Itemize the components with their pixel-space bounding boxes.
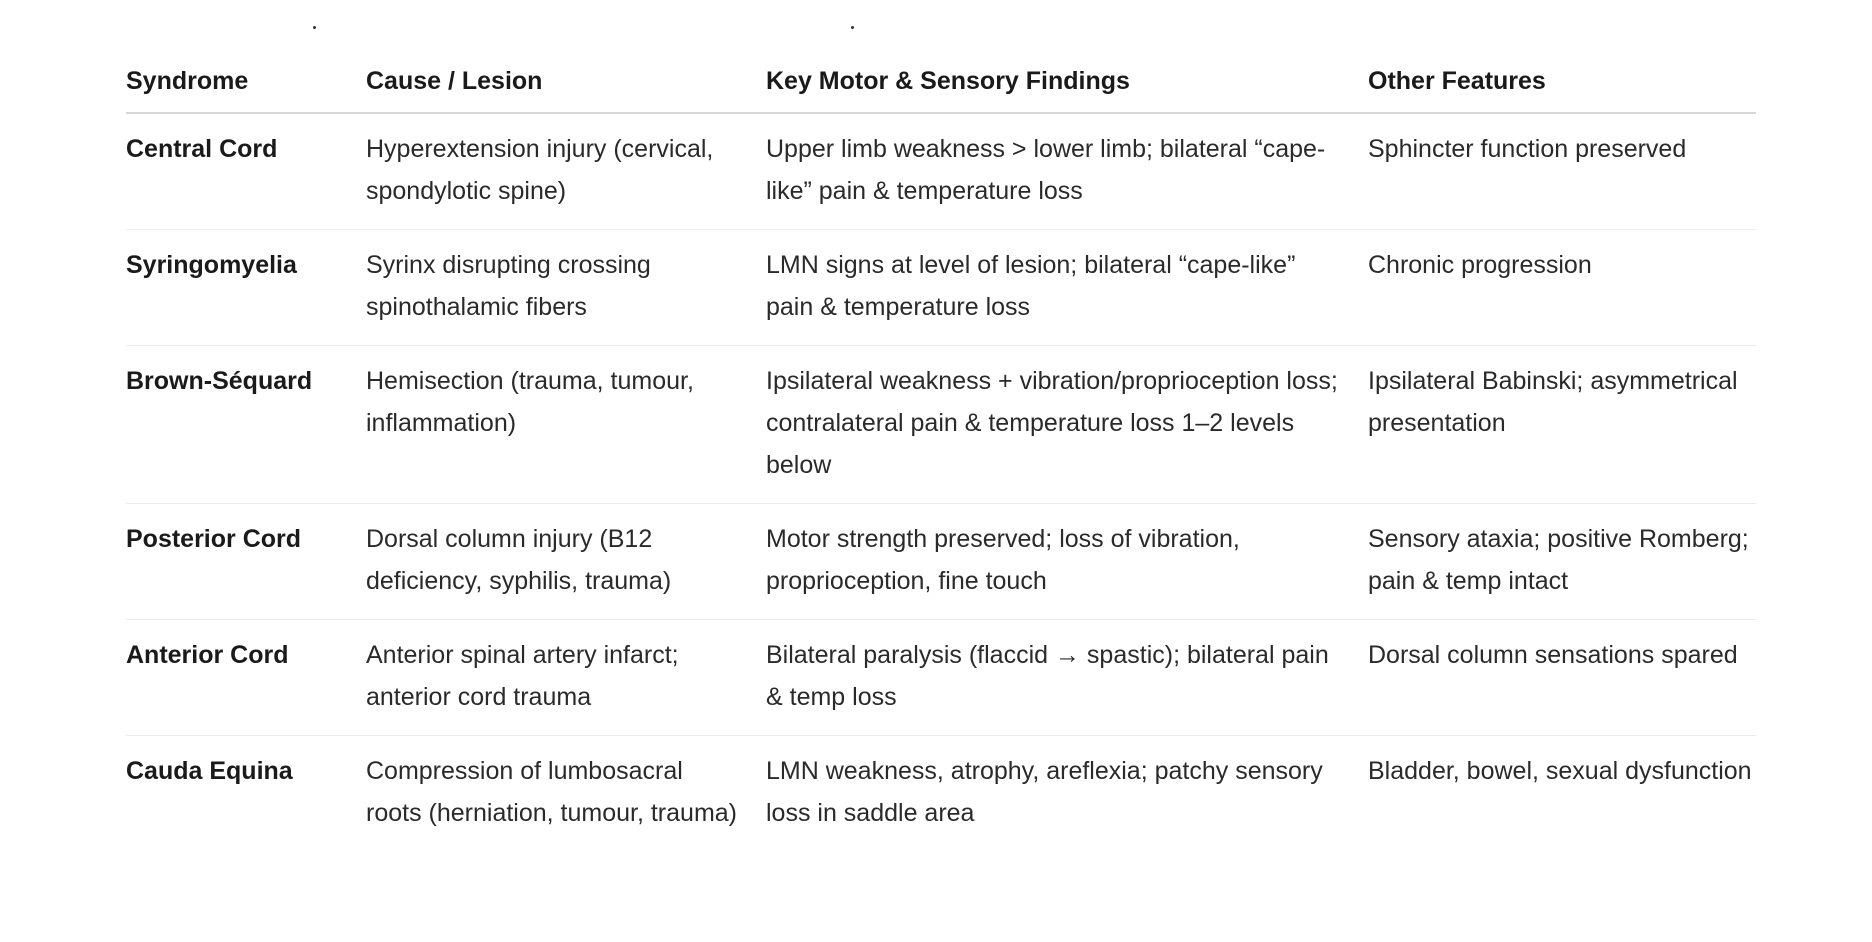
other-features-cell: Sphincter function preserved — [1368, 113, 1756, 230]
cause-cell: Dorsal column injury (B12 deficiency, syphilis, trauma) — [366, 504, 766, 620]
spinal-cord-syndromes-table-container — [126, 52, 1756, 851]
table-row — [126, 113, 1756, 230]
table-body — [126, 113, 1756, 851]
cropped-text-remnant — [0, 22, 1872, 32]
cause-cell: Syrinx disrupting crossing spinothalamic fibers — [366, 230, 766, 346]
findings-cell: LMN signs at level of lesion; bilateral “cape-like” pain & temperature loss — [766, 230, 1368, 346]
other-features-cell: Chronic progression — [1368, 230, 1756, 346]
syndrome-cell: Syringomyelia — [126, 230, 366, 346]
other-features-cell: Sensory ataxia; positive Romberg; pain & temp intact — [1368, 504, 1756, 620]
cause-cell: Anterior spinal artery infarct; anterior cord trauma — [366, 620, 766, 736]
findings-cell: LMN weakness, atrophy, areflexia; patchy sensory loss in saddle area — [766, 757, 1323, 827]
findings-cell: Ipsilateral weakness + vibration/proprioception loss; contralateral pain & temperature loss 1–2 levels below — [766, 346, 1368, 504]
table-row — [126, 504, 1756, 620]
table-row — [126, 230, 1756, 346]
findings-cell: Upper limb weakness > lower limb; bilateral “cape-like” pain & temperature loss — [766, 113, 1368, 230]
cause-cell: Hyperextension injury (cervical, spondylotic spine) — [366, 113, 766, 230]
syndrome-cell: Cauda Equina — [126, 757, 293, 785]
cause-cell: Hemisection (trauma, tumour, inflammation) — [366, 346, 766, 504]
header-row — [126, 52, 1756, 113]
other-features-cell: Dorsal column sensations spared — [1368, 620, 1756, 736]
syndrome-cell: Central Cord — [126, 113, 366, 230]
header-syndrome: Syndrome — [126, 52, 366, 113]
table-row — [126, 346, 1756, 504]
syndrome-cell: Anterior Cord — [126, 620, 366, 736]
syndrome-cell: Brown-Séquard — [126, 346, 366, 504]
findings-cell: Motor strength preserved; loss of vibration, proprioception, fine touch — [766, 504, 1368, 620]
header-cause-lesion: Cause / Lesion — [366, 52, 766, 113]
table-row — [126, 620, 1756, 736]
header-key-findings: Key Motor & Sensory Findings — [766, 52, 1368, 113]
other-features-cell: Ipsilateral Babinski; asymmetrical presentation — [1368, 346, 1756, 504]
other-features-cell: Bladder, bowel, sexual dysfunction — [1368, 757, 1752, 785]
cause-cell: Compression of lumbosacral roots (herniation, tumour, trauma) — [366, 757, 737, 827]
spinal-cord-syndromes-table — [126, 52, 1756, 851]
syndrome-cell: Posterior Cord — [126, 504, 366, 620]
findings-cell: Bilateral paralysis (flaccid → spastic); bilateral pain & temp loss — [766, 620, 1368, 736]
header-other-features: Other Features — [1368, 52, 1756, 113]
table-row — [126, 736, 1756, 852]
table-header — [126, 52, 1756, 113]
